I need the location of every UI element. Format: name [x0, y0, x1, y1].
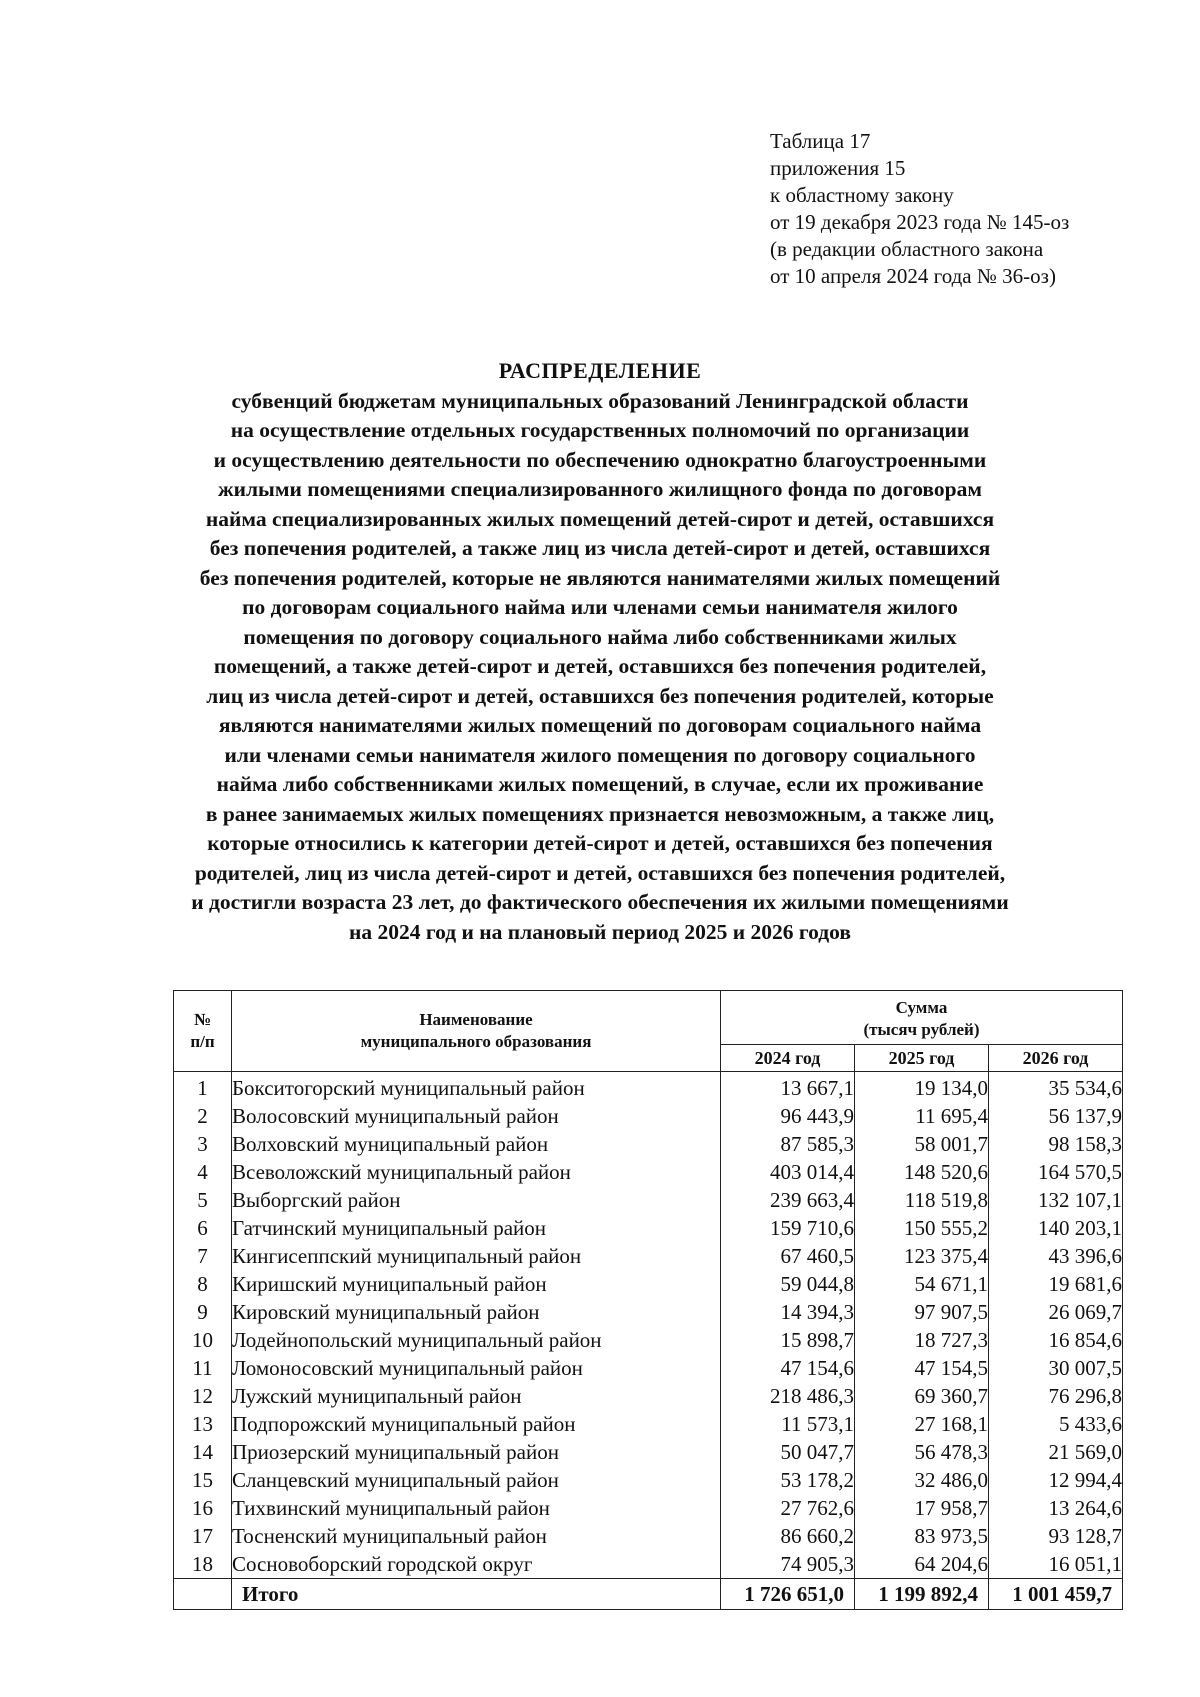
col-header-number-line2: п/п	[190, 1032, 215, 1051]
table-row	[174, 1242, 1123, 1270]
document-title-block	[140, 356, 1060, 947]
appendix-line: Таблица 17	[770, 129, 871, 153]
col-header-municipality	[232, 991, 721, 1072]
municipality-name: Сосновоборский городской округ	[232, 1550, 721, 1579]
value-2025: 19 134,0	[855, 1072, 989, 1103]
municipality-name: Сланцевский муниципальный район	[232, 1466, 721, 1494]
municipality-name: Волосовский муниципальный район	[232, 1102, 721, 1130]
value-2026: 164 570,5	[989, 1158, 1123, 1186]
appendix-line: приложения 15	[770, 156, 906, 180]
row-number: 10	[174, 1326, 232, 1354]
title-line: которые относились к категории детей-сирот и детей, оставшихся без попечения	[207, 831, 993, 855]
row-number: 12	[174, 1382, 232, 1410]
table-row	[174, 1072, 1123, 1103]
value-2024: 13 667,1	[721, 1072, 855, 1103]
municipality-name: Кингисеппский муниципальный район	[232, 1242, 721, 1270]
value-2024: 15 898,7	[721, 1326, 855, 1354]
title-line: без попечения родителей, которые не являются нанимателями жилых помещений	[199, 565, 1001, 590]
col-header-number-line1: №	[193, 1010, 212, 1029]
value-2024: 53 178,2	[721, 1466, 855, 1494]
value-2025: 118 519,8	[855, 1186, 989, 1214]
value-2025: 32 486,0	[855, 1466, 989, 1494]
municipality-name: Лодейнопольский муниципальный район	[232, 1326, 721, 1354]
value-2024: 50 047,7	[721, 1438, 855, 1466]
value-2026: 140 203,1	[989, 1214, 1123, 1242]
table-row	[174, 1270, 1123, 1298]
value-2025: 54 671,1	[855, 1270, 989, 1298]
appendix-line: (в редакции областного закона	[770, 237, 1044, 261]
row-number: 11	[174, 1354, 232, 1382]
table-row	[174, 1410, 1123, 1438]
table-row	[174, 1494, 1123, 1522]
value-2026: 12 994,4	[989, 1466, 1123, 1494]
value-2024: 11 573,1	[721, 1410, 855, 1438]
table-row	[174, 1186, 1123, 1214]
table-row	[174, 1550, 1123, 1579]
value-2024: 239 663,4	[721, 1186, 855, 1214]
municipality-name: Волховский муниципальный район	[232, 1130, 721, 1158]
value-2025: 58 001,7	[855, 1130, 989, 1158]
value-2024: 96 443,9	[721, 1102, 855, 1130]
value-2026: 132 107,1	[989, 1186, 1123, 1214]
value-2024: 14 394,3	[721, 1298, 855, 1326]
row-number: 8	[174, 1270, 232, 1298]
title-line: лиц из числа детей-сирот и детей, оставшихся без попечения родителей, которые	[206, 683, 994, 708]
municipality-name: Всеволожский муниципальный район	[232, 1158, 721, 1186]
col-header-year-2026: 2026 год	[989, 1045, 1123, 1072]
value-2025: 123 375,4	[855, 1242, 989, 1270]
col-header-municipality-line1: Наименование	[419, 1010, 533, 1029]
value-2025: 150 555,2	[855, 1214, 989, 1242]
table-row	[174, 1214, 1123, 1242]
value-2025: 11 695,4	[855, 1102, 989, 1130]
total-2026: 1 001 459,7	[989, 1579, 1123, 1610]
value-2025: 97 907,5	[855, 1298, 989, 1326]
value-2025: 148 520,6	[855, 1158, 989, 1186]
title-line: субвенций бюджетам муниципальных образований Ленинградской области	[231, 388, 969, 413]
row-number: 5	[174, 1186, 232, 1214]
value-2024: 159 710,6	[721, 1214, 855, 1242]
title-line: помещений, а также детей-сирот и детей, оставшихся без попечения родителей,	[213, 654, 987, 678]
value-2024: 67 460,5	[721, 1242, 855, 1270]
row-number: 18	[174, 1550, 232, 1579]
value-2025: 56 478,3	[855, 1438, 989, 1466]
value-2024: 27 762,6	[721, 1494, 855, 1522]
col-header-year-2024: 2024 год	[721, 1045, 855, 1072]
row-number: 4	[174, 1158, 232, 1186]
municipality-name: Кировский муниципальный район	[232, 1298, 721, 1326]
title-line: родителей, лиц из числа детей-сирот и детей, оставшихся без попечения родителей,	[194, 860, 1006, 885]
value-2026: 21 569,0	[989, 1438, 1123, 1466]
value-2026: 98 158,3	[989, 1130, 1123, 1158]
value-2025: 64 204,6	[855, 1550, 989, 1579]
table-row	[174, 1298, 1123, 1326]
title-line: в ранее занимаемых жилых помещениях признается невозможным, а также лиц,	[205, 801, 995, 826]
row-number: 1	[174, 1072, 232, 1103]
col-header-number	[174, 991, 232, 1072]
value-2024: 87 585,3	[721, 1130, 855, 1158]
title-line: найма специализированных жилых помещений детей-сирот и детей, оставшихся	[205, 506, 995, 531]
col-header-year-2025: 2025 год	[855, 1045, 989, 1072]
municipality-name: Приозерский муниципальный район	[232, 1438, 721, 1466]
value-2026: 13 264,6	[989, 1494, 1123, 1522]
title-line: и осуществлению деятельности по обеспечению однократно благоустроенными	[213, 447, 987, 472]
title-line: по договорам социального найма или членами семьи нанимателя жилого	[242, 595, 958, 619]
row-number: 13	[174, 1410, 232, 1438]
value-2026: 5 433,6	[989, 1410, 1123, 1438]
row-number: 6	[174, 1214, 232, 1242]
value-2025: 27 168,1	[855, 1410, 989, 1438]
title-line: и достигли возраста 23 лет, до фактического обеспечения их жилыми помещениями	[191, 890, 1009, 914]
municipality-name: Лужский муниципальный район	[232, 1382, 721, 1410]
value-2024: 47 154,6	[721, 1354, 855, 1382]
value-2026: 93 128,7	[989, 1522, 1123, 1550]
municipality-name: Ломоносовский муниципальный район	[232, 1354, 721, 1382]
appendix-line: от 19 декабря 2023 года № 145-оз	[770, 210, 1070, 234]
value-2025: 83 973,5	[855, 1522, 989, 1550]
municipality-name: Тихвинский муниципальный район	[232, 1494, 721, 1522]
title-line: на осуществление отдельных государственных полномочий по организации	[230, 418, 970, 442]
table-row	[174, 1158, 1123, 1186]
row-number: 16	[174, 1494, 232, 1522]
municipality-name: Гатчинский муниципальный район	[232, 1214, 721, 1242]
col-header-sum	[721, 991, 1123, 1045]
row-number: 9	[174, 1298, 232, 1326]
distribution-table	[173, 990, 1123, 1610]
table-row	[174, 1382, 1123, 1410]
title-line: на 2024 год и на плановый период 2025 и 2026 годов	[349, 919, 851, 944]
value-2026: 30 007,5	[989, 1354, 1123, 1382]
municipality-name: Бокситогорский муниципальный район	[232, 1072, 721, 1103]
value-2026: 16 051,1	[989, 1550, 1123, 1579]
value-2025: 69 360,7	[855, 1382, 989, 1410]
appendix-reference	[770, 128, 1170, 290]
total-2025: 1 199 892,4	[855, 1579, 989, 1610]
row-number: 3	[174, 1130, 232, 1158]
title-line: помещения по договору социального найма либо собственниками жилых	[243, 624, 957, 649]
value-2024: 74 905,3	[721, 1550, 855, 1579]
municipality-name: Тосненский муниципальный район	[232, 1522, 721, 1550]
table-row	[174, 1130, 1123, 1158]
value-2024: 218 486,3	[721, 1382, 855, 1410]
title-line: являются нанимателями жилых помещений по договорам социального найма	[218, 713, 982, 737]
table-row	[174, 1466, 1123, 1494]
table-row	[174, 1522, 1123, 1550]
value-2026: 56 137,9	[989, 1102, 1123, 1130]
total-label: Итого	[232, 1579, 721, 1610]
total-2024: 1 726 651,0	[721, 1579, 855, 1610]
appendix-line: от 10 апреля 2024 года № 36-оз)	[770, 264, 1056, 288]
value-2026: 35 534,6	[989, 1072, 1123, 1103]
value-2026: 76 296,8	[989, 1382, 1123, 1410]
value-2024: 59 044,8	[721, 1270, 855, 1298]
table-body	[174, 1072, 1123, 1579]
title-line: или членами семьи нанимателя жилого помещения по договору социального	[224, 742, 976, 767]
total-number-cell	[174, 1579, 232, 1610]
table-row	[174, 1326, 1123, 1354]
value-2026: 26 069,7	[989, 1298, 1123, 1326]
value-2025: 17 958,7	[855, 1494, 989, 1522]
municipality-name: Подпорожский муниципальный район	[232, 1410, 721, 1438]
table-row	[174, 1438, 1123, 1466]
row-number: 7	[174, 1242, 232, 1270]
document-title: РАСПРЕДЕЛЕНИЕ	[498, 358, 702, 383]
value-2026: 43 396,6	[989, 1242, 1123, 1270]
municipality-name: Выборгский район	[232, 1186, 721, 1214]
col-header-municipality-line2: муниципального образования	[360, 1032, 592, 1051]
title-line: жилыми помещениями специализированного жилищного фонда по договорам	[218, 477, 982, 501]
value-2025: 47 154,5	[855, 1354, 989, 1382]
col-header-sum-line2: (тысяч рублей)	[863, 1019, 980, 1039]
municipality-name: Киришский муниципальный район	[232, 1270, 721, 1298]
col-header-sum-line1: Сумма	[895, 997, 948, 1017]
row-number: 15	[174, 1466, 232, 1494]
value-2026: 16 854,6	[989, 1326, 1123, 1354]
row-number: 2	[174, 1102, 232, 1130]
row-number: 14	[174, 1438, 232, 1466]
total-row	[174, 1579, 1123, 1610]
value-2025: 18 727,3	[855, 1326, 989, 1354]
table-row	[174, 1354, 1123, 1382]
title-line: найма либо собственниками жилых помещений, в случае, если их проживание	[216, 772, 984, 796]
title-line: без попечения родителей, а также лиц из числа детей-сирот и детей, оставшихся	[209, 536, 991, 560]
table-row	[174, 1102, 1123, 1130]
appendix-line: к областному закону	[770, 183, 954, 207]
row-number: 17	[174, 1522, 232, 1550]
value-2026: 19 681,6	[989, 1270, 1123, 1298]
value-2024: 403 014,4	[721, 1158, 855, 1186]
value-2024: 86 660,2	[721, 1522, 855, 1550]
